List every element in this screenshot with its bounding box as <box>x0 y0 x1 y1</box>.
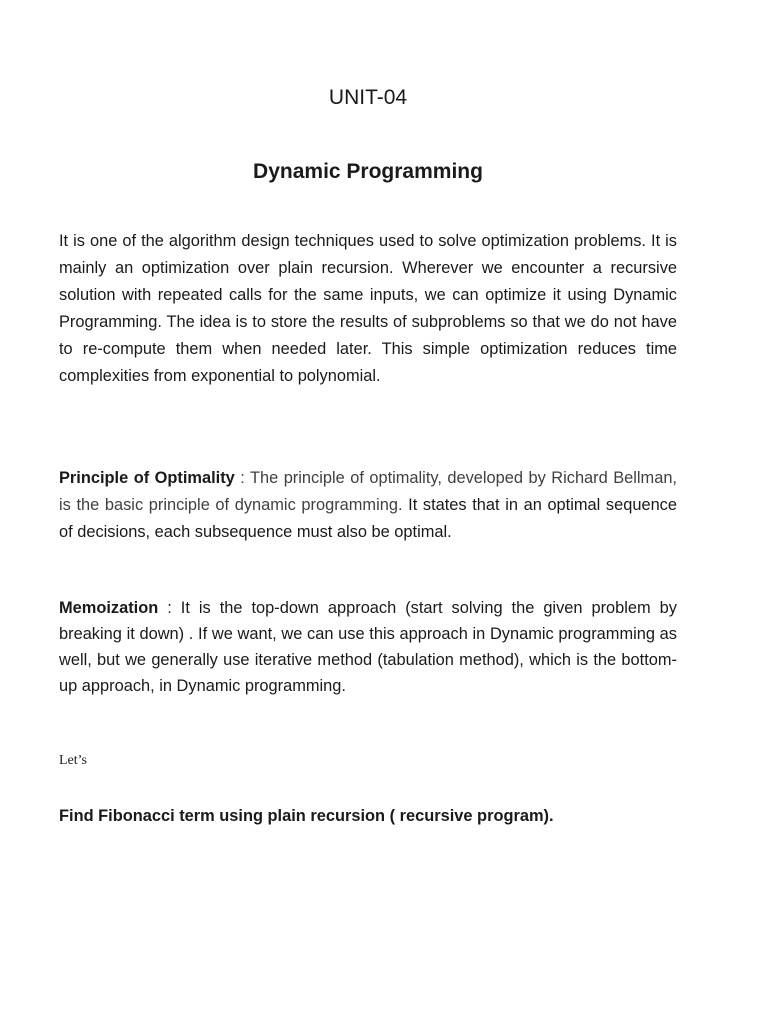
optimality-statement: It states that in an optimal sequence of decisions, each subsequence must also be optimal. <box>59 496 677 541</box>
unit-heading: UNIT-04 <box>328 86 408 109</box>
memoization-paragraph <box>59 595 677 699</box>
optimality-definition: The principle of optimality, developed by Richard Bellman, is the basic principle of dynamic programming. <box>59 469 677 514</box>
principle-of-optimality-paragraph <box>59 465 677 546</box>
memoization-term: Memoization <box>59 599 159 617</box>
optimality-term: Principle of Optimality <box>59 469 235 487</box>
intro-paragraph: It is one of the algorithm design techniques used to solve optimization problems. It is mainly an optimization over plain recursion. Wherever we encounter a recursive solution with repeated calls for the same inputs, we can optimize it using Dynamic Programming. The idea is to store the results of subproblems so that we do not have to re-compute them when needed later. This simple optimization reduces time complexities from exponential to polynomial. <box>59 232 677 385</box>
optimality-separator: : <box>234 469 250 487</box>
lets-text: Let’s <box>59 753 87 768</box>
fibonacci-heading: Find Fibonacci term using plain recursion ( recursive program). <box>59 807 554 825</box>
memoization-definition: : It is the top-down approach (start solving the given problem by breaking it down) . If we want, we can use this approach in Dynamic programming as well, but we generally use iterative method (tabulation method), which is the bottom-up approach, in Dynamic programming. <box>59 599 677 695</box>
page-title: Dynamic Programming <box>253 160 483 183</box>
